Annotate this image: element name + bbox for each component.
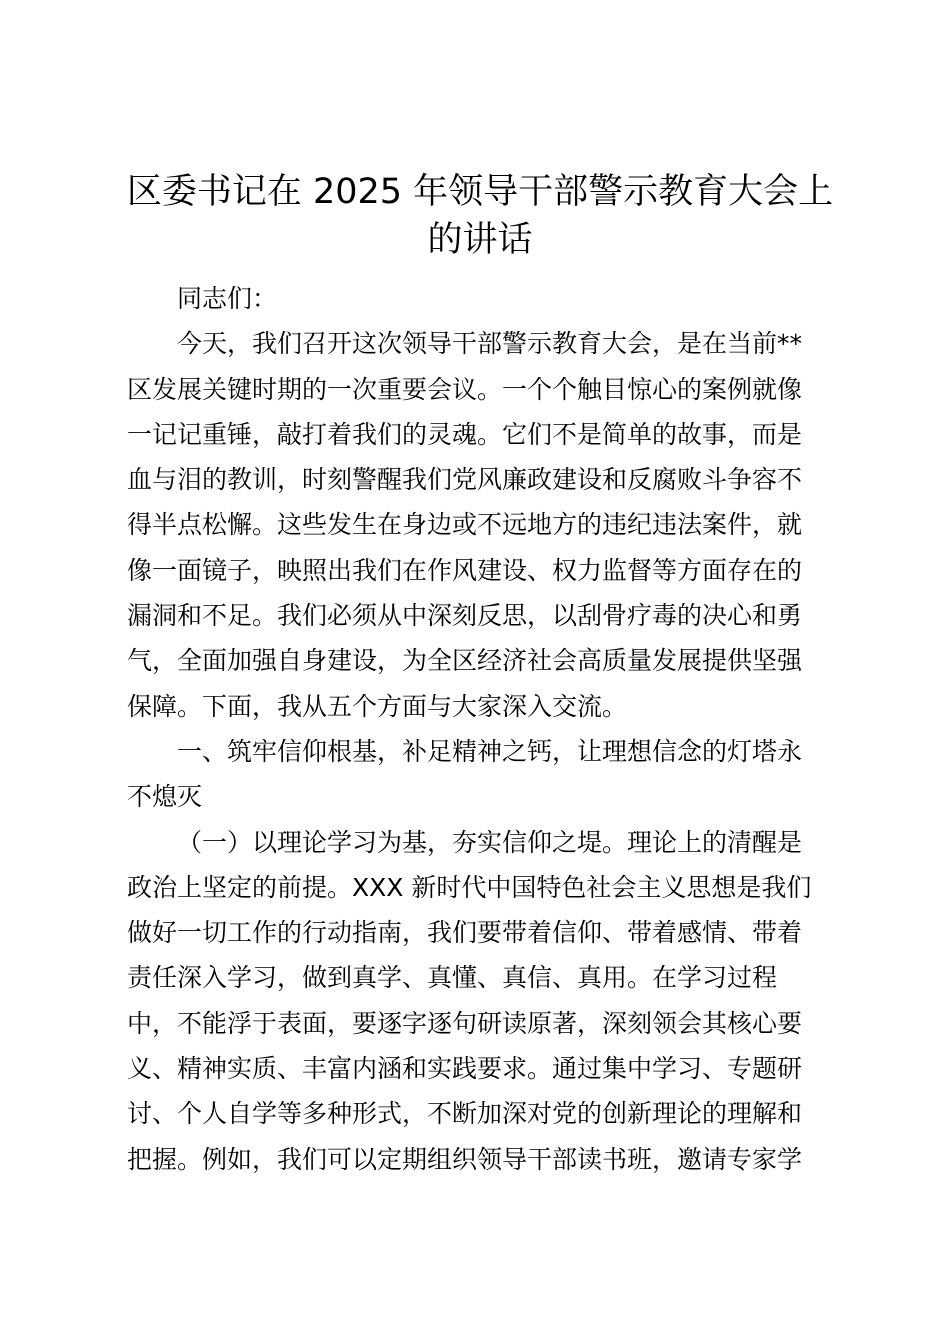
text-line: 义、精神实质、丰富内涵和实践要求。通过集中学习、专题研 <box>127 1054 803 1084</box>
text-line: 一、筑牢信仰根基，补足精神之钙，让理想信念的灯塔永 <box>177 736 803 766</box>
text-line: 把握。例如，我们可以定期组织领导干部读书班，邀请专家学 <box>127 1144 803 1174</box>
title-line-2: 的讲话 <box>427 220 533 260</box>
text-line: 血与泪的教训，时刻警醒我们党风廉政建设和反腐败斗争容不 <box>127 465 803 495</box>
text-line: 中，不能浮于表面，要逐字逐句研读原著，深刻领会其核心要 <box>127 1008 803 1038</box>
text-line: 讨、个人自学等多种形式，不断加深对党的创新理论的理解和 <box>127 1099 803 1129</box>
text-line: 政治上坚定的前提。XXX 新时代中国特色社会主义思想是我们 <box>127 872 812 902</box>
text-line: 不熄灭 <box>127 782 203 812</box>
text-line: 一记记重锤，敲打着我们的灵魂。它们不是简单的故事，而是 <box>127 419 803 449</box>
text-line: 今天，我们召开这次领导干部警示教育大会，是在当前** <box>177 329 803 359</box>
title-line-1: 区委书记在 2025 年领导干部警示教育大会上 <box>126 172 834 212</box>
text-line: 保障。下面，我从五个方面与大家深入交流。 <box>127 691 628 721</box>
text-line: 区发展关键时期的一次重要会议。一个个触目惊心的案例就像 <box>127 374 803 404</box>
text-line: （一）以理论学习为基，夯实信仰之堤。理论上的清醒是 <box>177 827 803 857</box>
text-line: 气，全面加强自身建设，为全区经济社会高质量发展提供坚强 <box>127 646 803 676</box>
document-title <box>120 168 840 264</box>
text-line: 得半点松懈。这些发生在身边或不远地方的违纪违法案件，就 <box>127 510 803 540</box>
text-line: 同志们： <box>177 284 278 313</box>
text-line: 责任深入学习，做到真学、真懂、真信、真用。在学习过程 <box>127 963 778 993</box>
text-line: 做好一切工作的行动指南，我们要带着信仰、带着感情、带着 <box>127 918 803 948</box>
document-body <box>127 276 821 1182</box>
text-line: 像一面镜子，映照出我们在作风建设、权力监督等方面存在的 <box>127 555 803 585</box>
text-line: 漏洞和不足。我们必须从中深刻反思，以刮骨疗毒的决心和勇 <box>127 601 803 631</box>
